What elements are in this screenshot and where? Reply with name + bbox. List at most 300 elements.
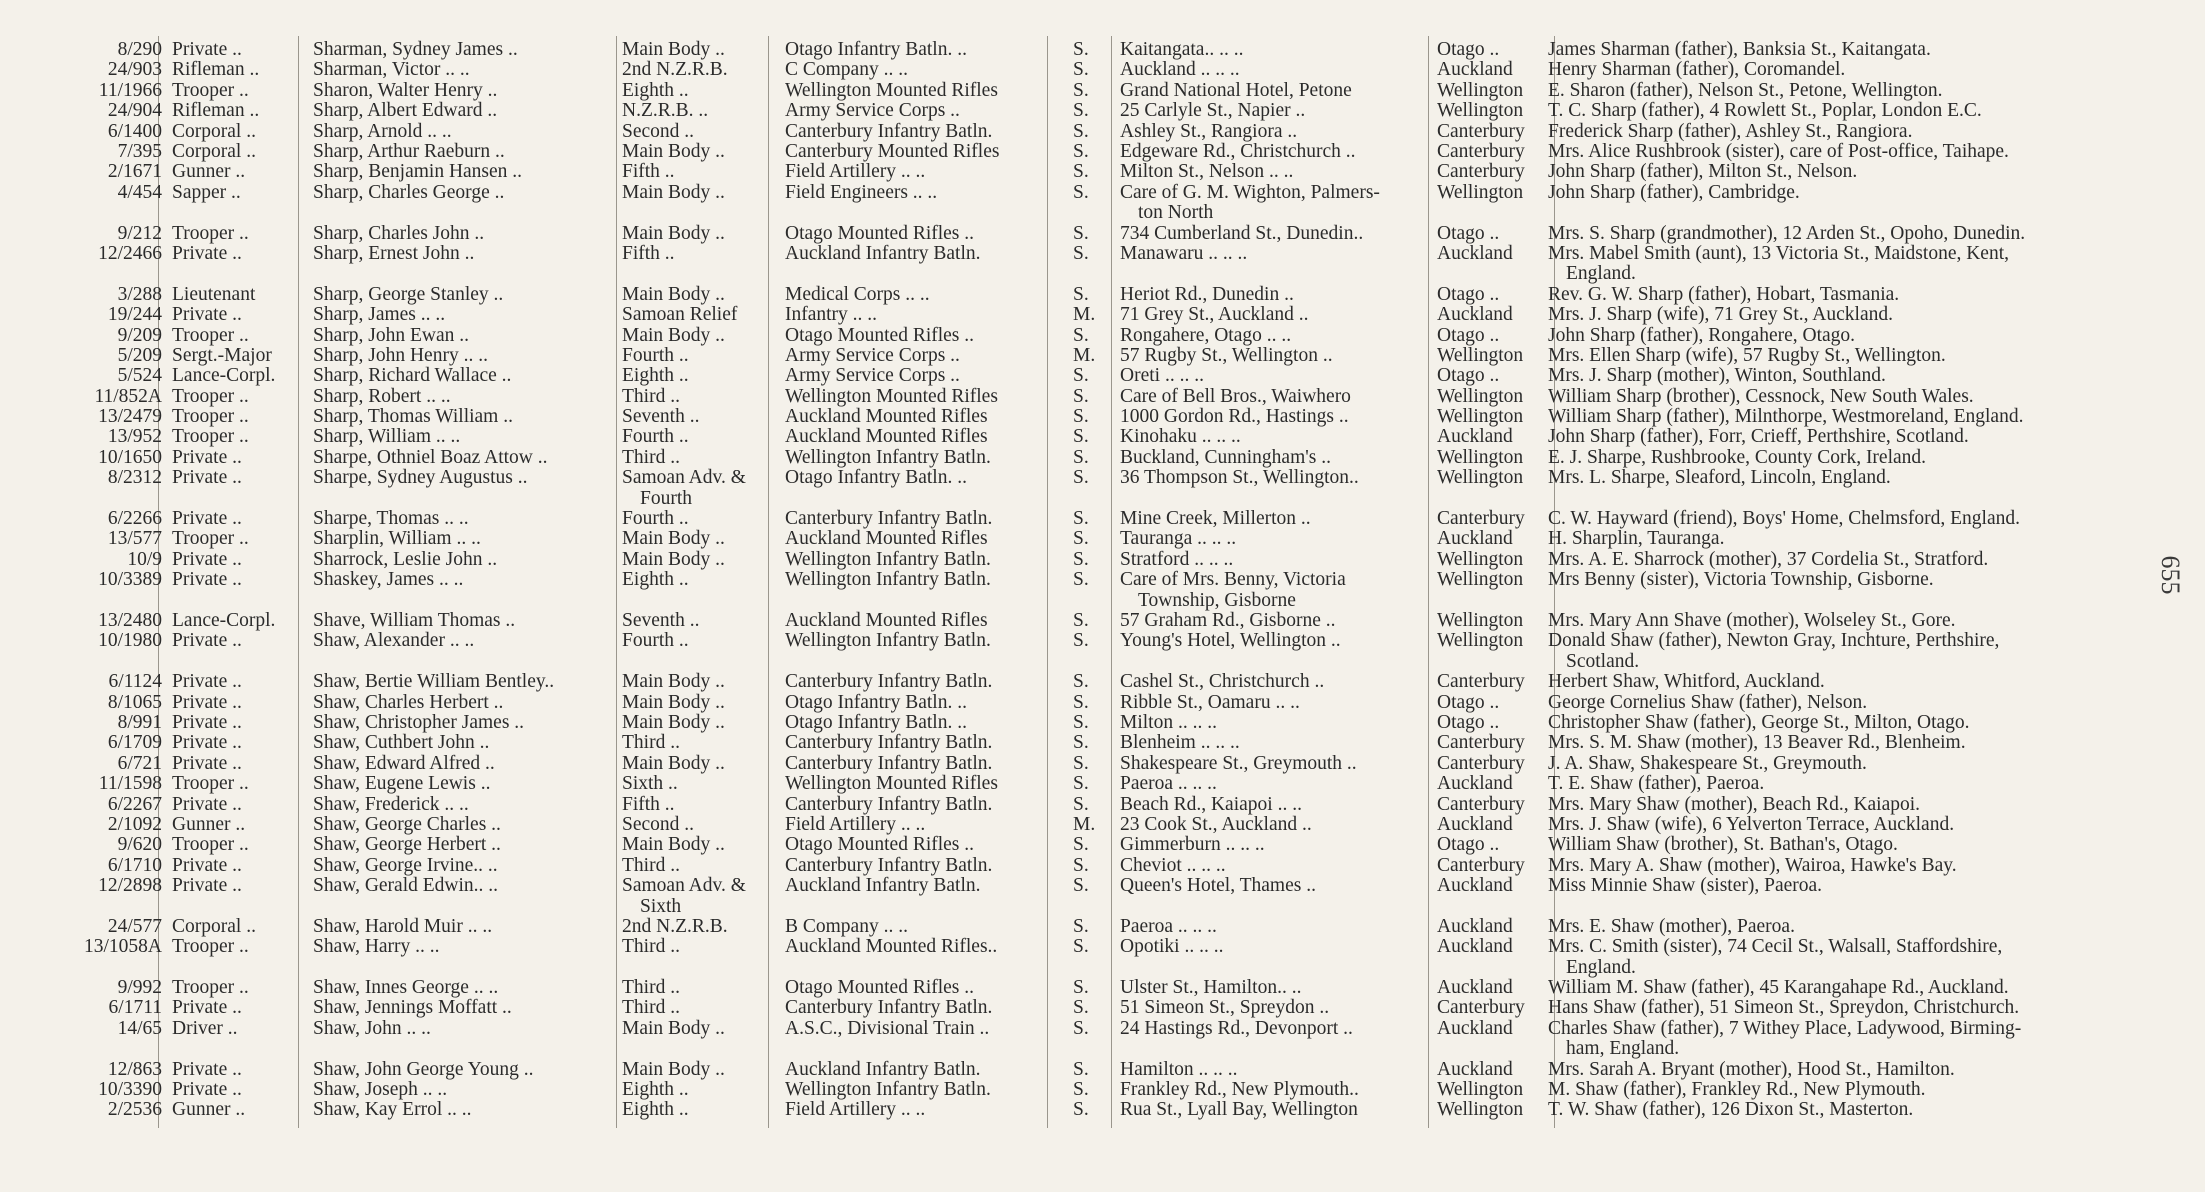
unit <box>785 693 1099 713</box>
next-of-kin-text: John Sharp (father), Milton St., Nelson. <box>1548 162 1858 183</box>
next-of-kin-text: Mrs. Mary Ann Shave (mother), Wolseley St., Gore. <box>1548 611 1956 631</box>
unit-text: Canterbury Infantry Batln. <box>785 672 993 693</box>
roll-entry <box>70 81 2130 101</box>
rank-text: Private .. <box>172 1080 242 1101</box>
draft-text: Third .. <box>622 937 680 958</box>
marital-status-text: S. <box>1073 672 1089 693</box>
next-of-kin <box>1548 468 2130 488</box>
marital-status-text: S. <box>1073 407 1089 428</box>
roll-entry <box>70 917 2130 937</box>
next-of-kin-text: T. C. Sharp (father), 4 Rowlett St., Poplar, London E.C. <box>1548 101 1982 122</box>
rank-text: Private .. <box>172 305 242 326</box>
unit <box>785 611 1099 631</box>
rank-text: Private .. <box>172 733 242 754</box>
marital-status-text: S. <box>1073 774 1089 795</box>
marital-status <box>1073 162 1113 182</box>
rank-text: Gunner .. <box>172 162 246 183</box>
soldier-name-text: Shaw, Edward Alfred .. <box>313 753 495 774</box>
district-text: Auckland <box>1437 876 1513 897</box>
marital-status <box>1073 693 1113 713</box>
soldier-name-text: Sharp, Arnold .. .. <box>313 121 452 142</box>
service-number-text: 12/2898 <box>98 876 162 897</box>
address-text: Edgeware Rd., Christchurch .. <box>1120 141 1356 162</box>
marital-status-text: S. <box>1073 223 1089 244</box>
marital-status <box>1073 60 1113 80</box>
address <box>1120 326 1490 346</box>
address <box>1120 611 1490 631</box>
marital-status-text: S. <box>1073 1100 1089 1121</box>
address <box>1120 162 1490 182</box>
draft-text: Fourth .. <box>622 427 689 448</box>
draft-text: Main Body .. <box>622 529 725 550</box>
address <box>1120 570 1490 611</box>
district <box>1437 244 1557 264</box>
service-number-text: 10/1650 <box>98 447 162 468</box>
district-text: Auckland <box>1437 978 1513 999</box>
unit <box>785 1019 1099 1039</box>
rank <box>172 40 297 60</box>
roll-entry <box>70 162 2130 182</box>
roll-entry <box>70 529 2130 549</box>
roll-entry <box>70 835 2130 855</box>
service-number <box>70 876 162 896</box>
soldier-name-text: Sharplin, William .. .. <box>313 529 481 550</box>
marital-status-text: S. <box>1073 835 1089 856</box>
draft-text: Seventh .. <box>622 611 700 631</box>
service-number-text: 10/9 <box>127 549 162 570</box>
district-text: Auckland <box>1437 916 1513 937</box>
unit <box>785 856 1099 876</box>
district-text: Wellington <box>1437 1080 1524 1101</box>
next-of-kin <box>1548 1100 2130 1120</box>
district <box>1437 101 1557 121</box>
rank-text: Private .. <box>172 1059 242 1080</box>
address <box>1120 1019 1490 1039</box>
service-number-text: 9/620 <box>117 835 162 856</box>
address-text: 24 Hastings Rd., Devonport .. <box>1120 1018 1353 1039</box>
rank-text: Private .. <box>172 672 242 693</box>
marital-status <box>1073 346 1113 366</box>
draft-text: Fourth .. <box>622 345 689 366</box>
rank <box>172 326 297 346</box>
roll-entry <box>70 244 2130 285</box>
district <box>1437 224 1557 244</box>
unit-text: Canterbury Infantry Batln. <box>785 855 993 876</box>
next-of-kin <box>1548 285 2130 305</box>
draft-text: Main Body .. <box>622 712 725 733</box>
soldier-name-text: Sharpe, Thomas .. .. <box>313 509 469 530</box>
unit <box>785 101 1099 121</box>
service-number-text: 9/212 <box>117 223 162 244</box>
unit-text: Otago Infantry Batln. .. <box>785 712 967 733</box>
address-text: Young's Hotel, Wellington .. <box>1120 631 1341 652</box>
unit-text: Auckland Infantry Batln. <box>785 1059 981 1080</box>
next-of-kin-text: Mrs. J. Shaw (wife), 6 Yelverton Terrace, Auckland. <box>1548 814 1955 835</box>
district <box>1437 1100 1557 1120</box>
unit-text: A.S.C., Divisional Train .. <box>785 1018 990 1039</box>
unit <box>785 407 1099 427</box>
draft-text: Fifth .. <box>622 794 675 815</box>
marital-status-text: S. <box>1073 80 1089 101</box>
unit-text: Otago Infantry Batln. .. <box>785 40 967 60</box>
district-text: Canterbury <box>1437 141 1525 162</box>
next-of-kin-continuation: England. <box>1566 263 1636 285</box>
district-text: Wellington <box>1437 386 1524 407</box>
unit <box>785 795 1099 815</box>
next-of-kin <box>1548 835 2130 855</box>
next-of-kin <box>1548 1060 2130 1080</box>
service-number <box>70 693 162 713</box>
district-text: Otago .. <box>1437 40 1500 60</box>
next-of-kin-text: Mrs. J. Sharp (wife), 71 Grey St., Auckland. <box>1548 305 1893 326</box>
unit-text: Otago Mounted Rifles .. <box>785 223 975 244</box>
district-text: Otago .. <box>1437 692 1500 713</box>
unit <box>785 815 1099 835</box>
rank-text: Private .. <box>172 855 242 876</box>
marital-status <box>1073 876 1113 896</box>
district <box>1437 183 1557 203</box>
soldier-name-text: Sharp, John Henry .. .. <box>313 345 488 366</box>
district <box>1437 1060 1557 1080</box>
unit-text: Auckland Mounted Rifles <box>785 427 988 448</box>
next-of-kin-text: William Sharp (father), Milnthorpe, Westmoreland, England. <box>1548 407 2024 428</box>
district-text: Canterbury <box>1437 121 1525 142</box>
unit-text: Wellington Infantry Batln. <box>785 549 991 570</box>
page-number: 655 <box>2156 555 2185 595</box>
unit <box>785 142 1099 162</box>
address-text: Milton .. .. .. <box>1120 712 1217 733</box>
address-text: Care of Bell Bros., Waiwhero <box>1120 386 1351 407</box>
roll-entry <box>70 611 2130 631</box>
unit <box>785 244 1099 264</box>
unit <box>785 1100 1099 1120</box>
unit-text: Wellington Infantry Batln. <box>785 447 991 468</box>
marital-status <box>1073 142 1113 162</box>
rank <box>172 529 297 549</box>
soldier-name-text: Shaw, John George Young .. <box>313 1059 534 1080</box>
soldier-name-text: Shave, William Thomas .. <box>313 611 516 631</box>
unit <box>785 387 1099 407</box>
district <box>1437 81 1557 101</box>
next-of-kin <box>1548 937 2130 978</box>
unit-text: Canterbury Infantry Batln. <box>785 121 993 142</box>
marital-status-text: S. <box>1073 529 1089 550</box>
address-text: 71 Grey St., Auckland .. <box>1120 305 1309 326</box>
rank-text: Sergt.-Major <box>172 345 272 366</box>
draft-text: Samoan Relief <box>622 305 738 326</box>
soldier-name-text: Shaw, Christopher James .. <box>313 712 525 733</box>
unit <box>785 122 1099 142</box>
marital-status-text: S. <box>1073 916 1089 937</box>
soldier-name-text: Sharman, Victor .. .. <box>313 60 470 81</box>
next-of-kin-text: M. Shaw (father), Frankley Rd., New Plymouth. <box>1548 1080 1926 1101</box>
rank <box>172 305 297 325</box>
address <box>1120 40 1490 60</box>
district-text: Canterbury <box>1437 998 1525 1019</box>
rank-text: Trooper .. <box>172 325 249 346</box>
marital-status <box>1073 1060 1113 1080</box>
district-text: Auckland <box>1437 529 1513 550</box>
unit <box>785 774 1099 794</box>
unit <box>785 917 1099 937</box>
address <box>1120 672 1490 692</box>
unit <box>785 60 1099 80</box>
service-number <box>70 937 162 957</box>
service-number-text: 11/1598 <box>98 774 162 795</box>
rank-text: Lance-Corpl. <box>172 611 276 631</box>
service-number-text: 12/2466 <box>98 243 162 264</box>
district-text: Otago .. <box>1437 712 1500 733</box>
marital-status-text: S. <box>1073 427 1089 448</box>
address <box>1120 427 1490 447</box>
address-text: Paeroa .. .. .. <box>1120 774 1217 795</box>
draft-text: Main Body .. <box>622 182 725 203</box>
roll-entry <box>70 326 2130 346</box>
soldier-name-text: Shaw, Alexander .. .. <box>313 631 475 652</box>
next-of-kin <box>1548 733 2130 753</box>
district <box>1437 346 1557 366</box>
address-text: 25 Carlyle St., Napier .. <box>1120 101 1306 122</box>
soldier-name-text: Shaw, John .. .. <box>313 1018 431 1039</box>
roll-entry <box>70 693 2130 713</box>
draft-text: Third .. <box>622 447 680 468</box>
next-of-kin <box>1548 81 2130 101</box>
marital-status <box>1073 672 1113 692</box>
unit-text: Auckland Infantry Batln. <box>785 876 981 897</box>
next-of-kin <box>1548 917 2130 937</box>
service-number <box>70 1080 162 1100</box>
next-of-kin-text: J. A. Shaw, Shakespeare St., Greymouth. <box>1548 753 1867 774</box>
soldier-name-text: Shaw, Bertie William Bentley.. <box>313 672 555 693</box>
district <box>1437 509 1557 529</box>
address <box>1120 631 1490 651</box>
rank-text: Private .. <box>172 712 242 733</box>
soldier-name-text: Shaw, Kay Errol .. .. <box>313 1100 472 1121</box>
district-text: Otago .. <box>1437 325 1500 346</box>
rank <box>172 60 297 80</box>
service-number <box>70 448 162 468</box>
district-text: Canterbury <box>1437 672 1525 693</box>
service-number <box>70 81 162 101</box>
unit-text: Canterbury Infantry Batln. <box>785 733 993 754</box>
address-text: Rongahere, Otago .. .. <box>1120 325 1292 346</box>
roll-entry <box>70 468 2130 509</box>
address-text: Ashley St., Rangiora .. <box>1120 121 1298 142</box>
rank-text: Corporal .. <box>172 121 256 142</box>
soldier-name-text: Sharp, Robert .. .. <box>313 386 451 407</box>
district <box>1437 142 1557 162</box>
rank <box>172 672 297 692</box>
draft-text: Third .. <box>622 855 680 876</box>
marital-status-text: S. <box>1073 141 1089 162</box>
next-of-kin <box>1548 815 2130 835</box>
next-of-kin-text: John Sharp (father), Rongahere, Otago. <box>1548 325 1856 346</box>
address <box>1120 917 1490 937</box>
address-text: Gimmerburn .. .. .. <box>1120 835 1265 856</box>
roll-entry <box>70 40 2130 60</box>
marital-status <box>1073 978 1113 998</box>
address-text: Beach Rd., Kaiapoi .. .. <box>1120 794 1302 815</box>
roll-entry <box>70 937 2130 978</box>
rank-text: Gunner .. <box>172 814 246 835</box>
marital-status-text: S. <box>1073 570 1089 591</box>
unit-text: Canterbury Infantry Batln. <box>785 794 993 815</box>
rank <box>172 346 297 366</box>
next-of-kin <box>1548 713 2130 733</box>
address-text: Heriot Rd., Dunedin .. <box>1120 284 1294 305</box>
roll-entry <box>70 774 2130 794</box>
roll-entry <box>70 366 2130 386</box>
marital-status <box>1073 285 1113 305</box>
service-number <box>70 122 162 142</box>
draft-text: Main Body .. <box>622 692 725 713</box>
service-number <box>70 835 162 855</box>
soldier-name-text: Sharp, Ernest John .. <box>313 243 475 264</box>
service-number <box>70 1060 162 1080</box>
rank-text: Private .. <box>172 998 242 1019</box>
district-text: Wellington <box>1437 611 1524 631</box>
service-number <box>70 713 162 733</box>
rank <box>172 631 297 651</box>
next-of-kin-text: Mrs. J. Sharp (mother), Winton, Southland. <box>1548 366 1886 387</box>
next-of-kin-text: T. W. Shaw (father), 126 Dixon St., Masterton. <box>1548 1100 1914 1121</box>
unit-text: Otago Infantry Batln. .. <box>785 468 967 489</box>
service-number <box>70 101 162 121</box>
service-number <box>70 305 162 325</box>
roll-entry <box>70 713 2130 733</box>
rank-text: Rifleman .. <box>172 101 260 122</box>
next-of-kin <box>1548 795 2130 815</box>
roll-entry <box>70 1100 2130 1120</box>
next-of-kin <box>1548 40 2130 60</box>
service-number-text: 9/992 <box>117 978 162 999</box>
soldier-name-text: Sharpe, Sydney Augustus .. <box>313 468 528 489</box>
service-number-text: 13/952 <box>107 427 162 448</box>
soldier-name-text: Sharp, William .. .. <box>313 427 461 448</box>
soldier-name-text: Shaw, George Charles .. <box>313 814 501 835</box>
soldier-name-text: Shaskey, James .. .. <box>313 570 464 591</box>
nominal-roll-table <box>70 40 2130 1121</box>
service-number-text: 10/1980 <box>98 631 162 652</box>
next-of-kin-text: C. W. Hayward (friend), Boys' Home, Chelmsford, England. <box>1548 509 2020 530</box>
marital-status-text: S. <box>1073 40 1089 60</box>
service-number-text: 2/2536 <box>107 1100 162 1121</box>
marital-status <box>1073 468 1113 488</box>
unit-text: B Company .. .. <box>785 916 908 937</box>
marital-status-text: S. <box>1073 366 1089 387</box>
unit-text: Army Service Corps .. <box>785 101 960 122</box>
district <box>1437 754 1557 774</box>
district <box>1437 937 1557 957</box>
district-text: Canterbury <box>1437 794 1525 815</box>
rank-text: Trooper .. <box>172 223 249 244</box>
rank <box>172 693 297 713</box>
marital-status <box>1073 1019 1113 1039</box>
next-of-kin-text: Mrs. Sarah A. Bryant (mother), Hood St., Hamilton. <box>1548 1059 1955 1080</box>
next-of-kin <box>1548 1080 2130 1100</box>
unit-text: Otago Mounted Rifles .. <box>785 978 975 999</box>
draft-text: Eighth .. <box>622 1080 689 1101</box>
next-of-kin <box>1548 774 2130 794</box>
unit-text: Auckland Mounted Rifles <box>785 407 988 428</box>
address-text: Hamilton .. .. .. <box>1120 1059 1238 1080</box>
address <box>1120 1100 1490 1120</box>
rank-text: Lance-Corpl. <box>172 366 276 387</box>
rank <box>172 285 297 305</box>
service-number <box>70 631 162 651</box>
service-number-text: 3/288 <box>117 284 162 305</box>
draft-continuation: Fourth <box>640 487 693 509</box>
draft-text: Main Body .. <box>622 325 725 346</box>
rank-text: Private .. <box>172 570 242 591</box>
marital-status-text: S. <box>1073 998 1089 1019</box>
roll-entry <box>70 122 2130 142</box>
unit <box>785 754 1099 774</box>
marital-status <box>1073 754 1113 774</box>
service-number-text: 19/244 <box>107 305 162 326</box>
address-text: Blenheim .. .. .. <box>1120 733 1240 754</box>
unit <box>785 509 1099 529</box>
next-of-kin <box>1548 448 2130 468</box>
address <box>1120 978 1490 998</box>
address-text: Paeroa .. .. .. <box>1120 916 1217 937</box>
service-number <box>70 183 162 203</box>
district <box>1437 305 1557 325</box>
marital-status-text: S. <box>1073 325 1089 346</box>
marital-status-text: M. <box>1073 345 1096 366</box>
marital-status <box>1073 122 1113 142</box>
draft-text: Second .. <box>622 121 695 142</box>
next-of-kin-text: Frederick Sharp (father), Ashley St., Rangiora. <box>1548 121 1913 142</box>
address-text: Queen's Hotel, Thames .. <box>1120 876 1316 897</box>
marital-status <box>1073 611 1113 631</box>
rank-text: Private .. <box>172 794 242 815</box>
roll-entry <box>70 998 2130 1018</box>
marital-status-text: S. <box>1073 794 1089 815</box>
next-of-kin-text: Miss Minnie Shaw (sister), Paeroa. <box>1548 876 1823 897</box>
next-of-kin <box>1548 978 2130 998</box>
rank-text: Private .. <box>172 447 242 468</box>
unit <box>785 183 1099 203</box>
next-of-kin <box>1548 631 2130 672</box>
soldier-name-text: Sharon, Walter Henry .. <box>313 80 498 101</box>
address-text: 1000 Gordon Rd., Hastings .. <box>1120 407 1349 428</box>
service-number <box>70 1100 162 1120</box>
draft-text: Fifth .. <box>622 162 675 183</box>
unit-text: Wellington Mounted Rifles <box>785 774 998 795</box>
address <box>1120 550 1490 570</box>
district-text: Wellington <box>1437 1100 1524 1121</box>
unit-text: Canterbury Mounted Rifles <box>785 141 1000 162</box>
rank <box>172 244 297 264</box>
district-text: Auckland <box>1437 1018 1513 1039</box>
marital-status <box>1073 631 1113 651</box>
next-of-kin-text: Hans Shaw (father), 51 Simeon St., Spreydon, Christchurch. <box>1548 998 2020 1019</box>
address <box>1120 448 1490 468</box>
roll-entry <box>70 733 2130 753</box>
service-number-text: 10/3390 <box>98 1080 162 1101</box>
roll-entry <box>70 550 2130 570</box>
next-of-kin <box>1548 142 2130 162</box>
district-text: Auckland <box>1437 937 1513 958</box>
rank <box>172 407 297 427</box>
soldier-name-text: Sharp, Charles John .. <box>313 223 485 244</box>
next-of-kin-text: Mrs. S. M. Shaw (mother), 13 Beaver Rd., Blenheim. <box>1548 733 1966 754</box>
roll-entry <box>70 856 2130 876</box>
service-number <box>70 774 162 794</box>
rank <box>172 101 297 121</box>
next-of-kin <box>1548 550 2130 570</box>
